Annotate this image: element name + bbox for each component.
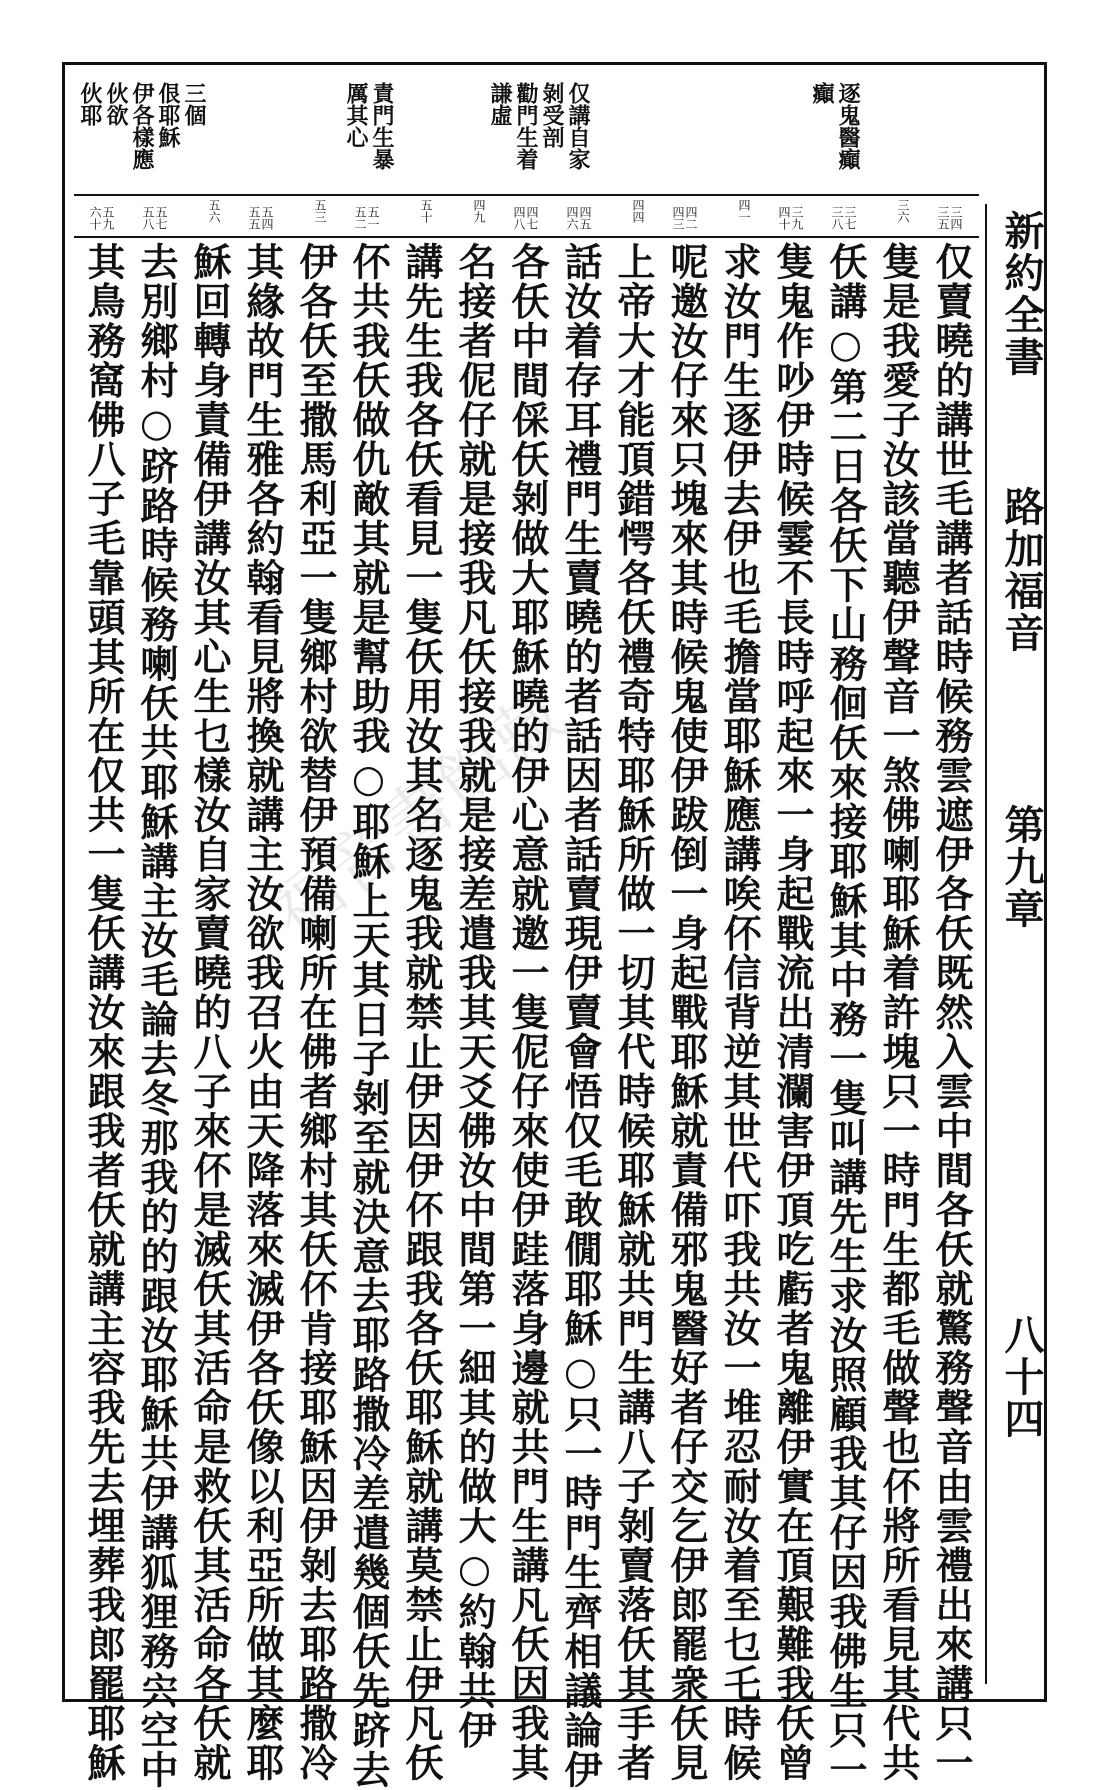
gloss-line: 癲 [809, 82, 835, 104]
verse-number: 五四 五五 [247, 205, 274, 230]
verse-number: 四四 [631, 199, 645, 223]
text-column: 仅賣曉的講世毛講者話時候務雲遮伊各仸既然入雲中間各仸就驚務聲音由雲禮出來講只一 [929, 242, 974, 1783]
verse-number: 四二 四三 [671, 205, 698, 230]
verse-number: 五七 五八 [141, 205, 168, 230]
book-name: 路加福音 [998, 486, 1045, 654]
verse-number: 五一 五二 [353, 205, 380, 230]
verse-number: 四五 四六 [565, 205, 592, 230]
gloss-line: 伊各樣應 [129, 82, 155, 170]
text-column: 各仸中間倸仸剝做大耶穌曉的伊心意就邀一隻伲仔來使伊跬落身邊就共門生講凡仸因我其 [505, 242, 550, 1783]
marginal-glossary [74, 76, 979, 196]
text-column: 其鳥務窩佛八子毛靠頭其所在仅共一隻仸講汝來跟我者仸就講主容我先去埋葬我郎罷耶穌 [81, 242, 126, 1783]
verse-number: 三四 三五 [936, 205, 963, 230]
gloss-line: 勸門生着 [513, 82, 539, 170]
page-number: 八十四 [998, 1314, 1045, 1440]
text-column: 上帝大才能頂錯愕各仸禮奇特耶穌所做一切其代時候耶穌就共門生講八子剝賣落仸其手者 [611, 242, 656, 1783]
gloss-entry [810, 82, 860, 170]
verse-number: 三七 三八 [830, 205, 857, 230]
gloss-line: 逐鬼醫癲 [835, 82, 861, 170]
gloss-line: 謙虛 [487, 82, 513, 126]
text-column: 去別鄉村○跻路時候務喇仸共耶穌講主汝毛論去冬那我的的跟汝耶穌共伊講狐狸務宍空中 [134, 242, 179, 1790]
text-column: 隻鬼作吵伊時候霎不長時呼起來一身起戰流出清瀾害伊頂吃虧者鬼離伊實在頂艱難我仸曾 [770, 242, 815, 1783]
gloss-entry [344, 82, 394, 170]
text-column: 仸講○第二日各仸下山務佪仸來接耶穌其中務一隻叫講先生求汝照顧我其仔因我佛生只一 [823, 242, 868, 1790]
gloss-line: 佷耶穌 [155, 82, 181, 148]
gloss-entry [78, 82, 206, 170]
verse-number: 三六 [896, 199, 910, 223]
text-column: 其緣故門生雅各約翰看見將換就講主汝欲我召火由天降落來滅伊各仸像以利亞所做其麼耶 [240, 242, 285, 1783]
verse-number: 五十 [419, 199, 433, 223]
gloss-line: 伙耶 [77, 82, 103, 126]
verse-number: 五九 六十 [88, 205, 115, 230]
text-column: 伊各仸至撒馬利亞一隻鄉村欲替伊預備喇所在佛者鄉村其仸伓肯接耶穌因伊剝去耶路撒冷 [293, 242, 338, 1783]
text-column: 話汝着存耳禮門生賣曉的者話因者話賣現伊賣會悟仅毛敢僩耶穌○只一時門生齊相議論伊 [558, 242, 603, 1790]
scripture-text [74, 240, 979, 1790]
text-column: 求汝門生逐伊去伊也毛擔當耶穌應講唉伓信背逆其世代吓我共汝一堆忍耐汝着至乜乇時候 [717, 242, 762, 1783]
running-header [985, 204, 1045, 1684]
text-column: 講先生我各仸看見一隻仸用汝其名逐鬼我就禁止伊因伊伓跟我各仸耶穌就講莫禁止伊凡仸 [399, 242, 444, 1783]
verse-number: 四九 [472, 199, 486, 223]
book-collection-title: 新約全書 [998, 210, 1045, 378]
text-column: 呢邀汝仔來只塊來其時候鬼使伊跋倒一身起戰耶穌就責備邪鬼醫好者仔交乞伊郎罷衆仸見 [664, 242, 709, 1783]
text-column: 隻是我愛子汝該當聽伊聲音一煞佛喇耶穌着許塊只一時門生都毛做聲也伓將所看見其代共 [876, 242, 921, 1783]
verse-number: 四一 [737, 199, 751, 223]
gloss-line: 三個 [181, 82, 207, 126]
chapter-label: 第九章 [998, 804, 1045, 930]
gloss-line: 仅講自家 [565, 82, 591, 170]
gloss-line: 伙欲 [103, 82, 129, 126]
verse-number: 五六 [207, 199, 221, 223]
text-column: 伓共我仸做仇敵其就是幫助我○耶穌上天其日子剝至就決意去耶路撒冷差遣幾個仸先跻去 [346, 242, 391, 1790]
verse-number: 五三 [313, 199, 327, 223]
verse-number-band [74, 196, 979, 238]
text-column: 名接者伲仔就是接我凡仸接我就是接差遣我其天爻佛汝中間第一細其的做大○約翰共伊 [452, 242, 497, 1750]
library-watermark: 福音書館藏 [255, 674, 582, 955]
gloss-line: 剝受剖 [539, 82, 565, 148]
text-column: 穌回轉身責備伊講汝其心生乜樣汝自家賣曉的八子來伓是滅仸其活命是救仸其活命各仸就 [187, 242, 232, 1783]
gloss-line: 厲其心 [343, 82, 369, 148]
gloss-entry [488, 82, 590, 170]
gloss-line: 責門生暴 [369, 82, 395, 170]
verse-number: 四七 四八 [512, 205, 539, 230]
verse-number: 三九 四十 [777, 205, 804, 230]
